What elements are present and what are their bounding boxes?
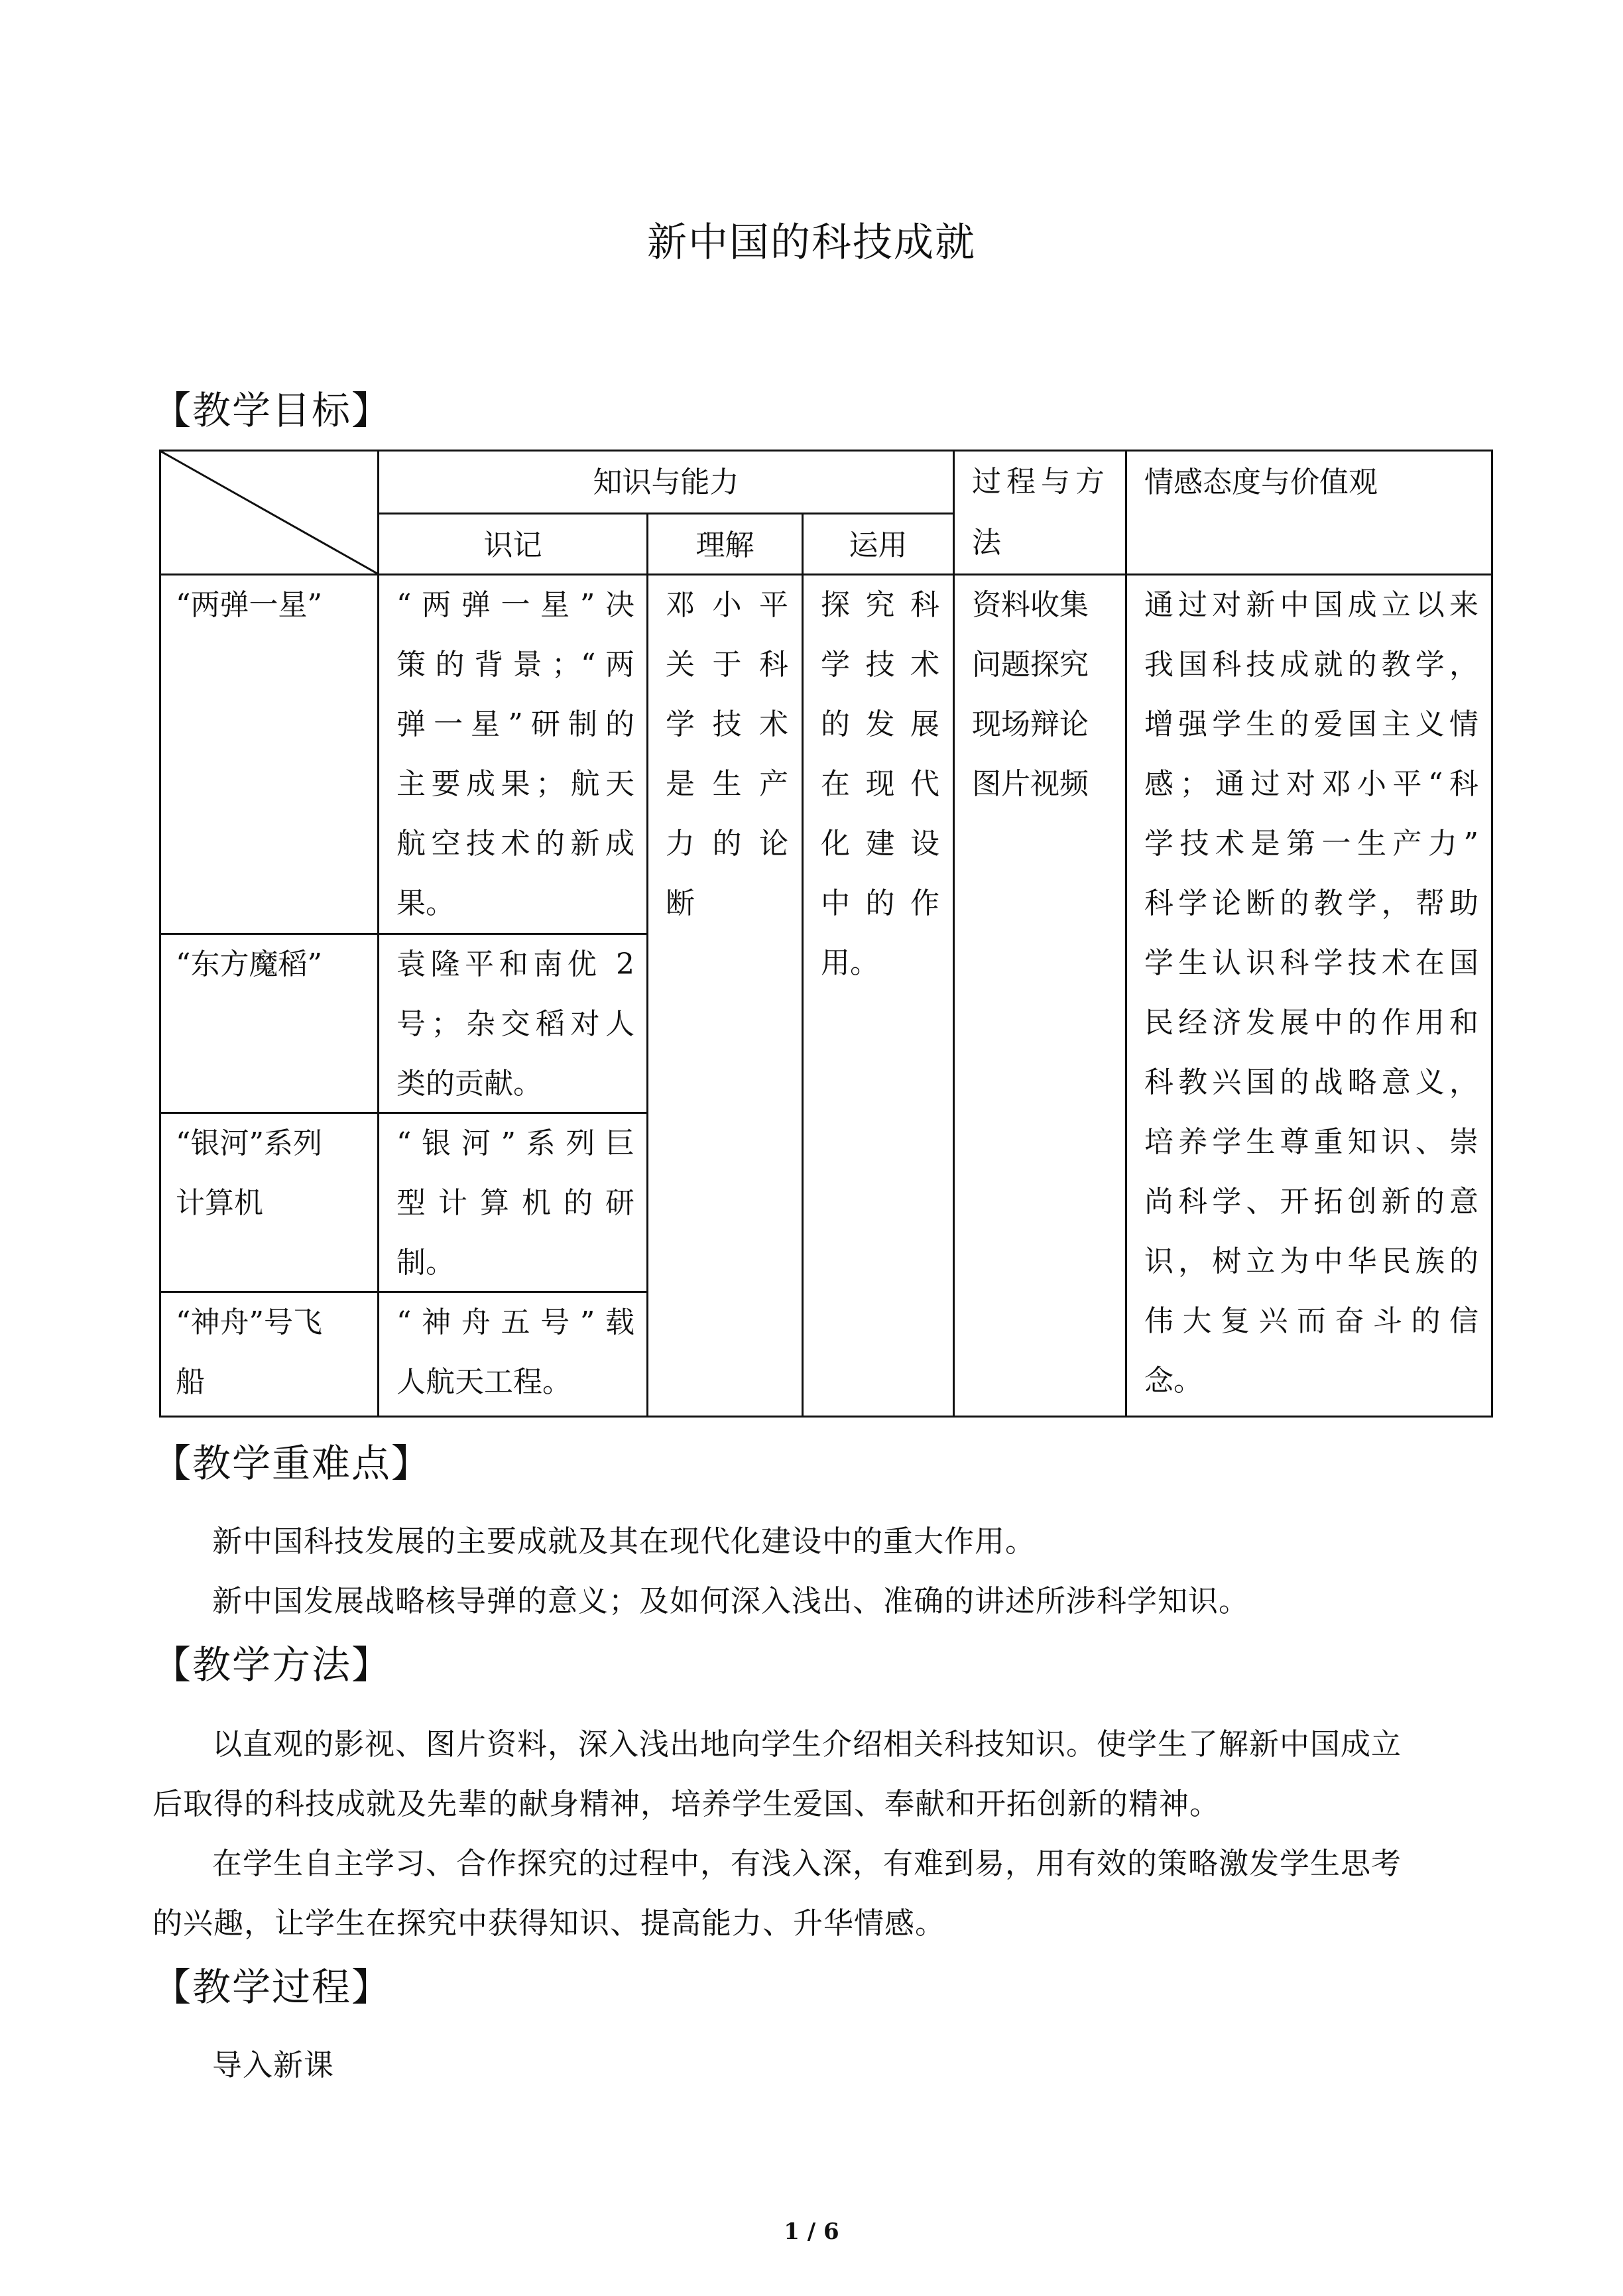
section-heading-methods: 【教学方法】 — [152, 1642, 392, 1687]
memorize-cell — [377, 933, 646, 1112]
section-heading-process: 【教学过程】 — [152, 1964, 392, 2010]
emotion-line: 培养学生尊重知识、崇 — [1144, 1125, 1478, 1159]
emotion-line: 学生认识科学技术在国 — [1144, 946, 1478, 980]
memorize-line: 袁隆平和南优 2 — [396, 947, 634, 981]
emotion-line: 尚科学、开拓创新的意 — [1144, 1185, 1478, 1219]
memorize-line: 人航天工程。 — [396, 1365, 571, 1399]
emotion-cell — [1125, 574, 1493, 1416]
header-memorize: 识记 — [377, 513, 646, 574]
topic-cell — [161, 1112, 377, 1291]
section-heading-objectives: 【教学目标】 — [152, 388, 392, 433]
process-line: 现场辩论 — [972, 707, 1089, 741]
emotion-line: 科教兴国的战略意义， — [1144, 1065, 1478, 1099]
key-point: 新中国科技发展的主要成就及其在现代化建设中的重大作用。 — [212, 1524, 1036, 1559]
topic-line: 计算机 — [176, 1186, 263, 1220]
methods-block — [152, 1715, 1492, 1953]
memorize-line: “神舟五号”载 — [396, 1305, 634, 1339]
memorize-line: “银河”系列巨 — [396, 1126, 634, 1160]
understand-line: 断 — [666, 886, 695, 920]
header-process-line2: 法 — [972, 526, 1001, 560]
emotion-line: 念。 — [1144, 1364, 1203, 1398]
header-understand: 理解 — [646, 513, 802, 574]
topic-line: “神舟”号飞 — [176, 1305, 322, 1339]
apply-line: 的发展 — [821, 707, 939, 741]
apply-line: 在现代 — [821, 767, 939, 801]
header-process-line1: 过程与方 — [972, 465, 1110, 499]
emotion-line: 识，树立为中华民族的 — [1144, 1244, 1478, 1278]
apply-line: 中的作 — [821, 886, 939, 920]
apply-line: 用。 — [821, 946, 879, 980]
understand-line: 力的论 — [666, 827, 788, 861]
process-line: 资料收集 — [972, 588, 1089, 622]
emotion-line: 民经济发展中的作用和 — [1144, 1006, 1478, 1040]
emotion-line: 通过对新中国成立以来 — [1144, 588, 1478, 622]
memorize-line: 型计算机的研 — [396, 1186, 634, 1220]
header-emotion: 情感态度与价值观 — [1125, 452, 1493, 574]
memorize-cell — [377, 1291, 646, 1416]
understand-line: 关于科 — [666, 648, 788, 682]
apply-line: 探究科 — [821, 588, 939, 622]
diagonal-header-cell — [161, 452, 377, 574]
page-number: 1 / 6 — [784, 2218, 839, 2245]
key-points-block — [152, 1512, 1492, 1631]
memorize-line: “两弹一星”决 — [396, 588, 634, 622]
header-knowledge: 知识与能力 — [377, 452, 953, 513]
topic-cell — [161, 933, 377, 1112]
memorize-cell — [377, 574, 646, 933]
method-line: 后取得的科技成就及先辈的献身精神，培养学生爱国、奉献和开拓创新的精神。 — [152, 1786, 1221, 1821]
understand-line: 是生产 — [666, 767, 788, 801]
memorize-line: 航空技术的新成 — [396, 827, 634, 861]
understand-line: 学技术 — [666, 707, 788, 741]
process-line: 问题探究 — [972, 648, 1089, 682]
objectives-table — [159, 450, 1493, 1418]
emotion-line: 科学论断的教学，帮助 — [1144, 886, 1478, 920]
topic-line: “东方魔稻” — [176, 947, 322, 981]
method-line: 在学生自主学习、合作探究的过程中，有浅入深，有难到易，用有效的策略激发学生思考 — [212, 1846, 1402, 1881]
understand-line: 邓小平 — [666, 588, 788, 622]
process-line: 图片视频 — [972, 767, 1089, 801]
memorize-line: 策的背景；“两 — [396, 648, 634, 682]
apply-line: 学技术 — [821, 648, 939, 682]
apply-cell — [802, 574, 953, 1416]
memorize-line: 主要成果；航天 — [396, 767, 634, 801]
apply-line: 化建设 — [821, 827, 939, 861]
header-process — [953, 452, 1125, 574]
memorize-cell — [377, 1112, 646, 1291]
memorize-line: 号；杂交稻对人 — [396, 1007, 634, 1041]
memorize-line: 弹一星”研制的 — [396, 707, 634, 741]
understand-cell — [646, 574, 802, 1416]
memorize-line: 果。 — [396, 886, 455, 920]
emotion-line: 增强学生的爱国主义情 — [1144, 707, 1478, 741]
header-apply: 运用 — [802, 513, 953, 574]
memorize-line: 类的贡献。 — [396, 1067, 542, 1101]
method-line: 的兴趣，让学生在探究中获得知识、提高能力、升华情感。 — [152, 1905, 946, 1941]
emotion-line: 伟大复兴而奋斗的信 — [1144, 1304, 1478, 1338]
memorize-line: 制。 — [396, 1246, 455, 1280]
topic-cell — [161, 1291, 377, 1416]
process-first-step: 导入新课 — [212, 2047, 335, 2083]
emotion-line: 感；通过对邓小平“科 — [1144, 767, 1478, 801]
topic-line: 船 — [176, 1365, 205, 1399]
section-heading-key-points: 【教学重难点】 — [152, 1441, 432, 1486]
emotion-line: 学技术是第一生产力” — [1144, 827, 1478, 861]
process-cell — [953, 574, 1125, 1416]
page-title: 新中国的科技成就 — [647, 219, 976, 266]
topic-line: “两弹一星” — [176, 588, 322, 622]
key-point: 新中国发展战略核导弹的意义；及如何深入浅出、准确的讲述所涉科学知识。 — [212, 1583, 1250, 1618]
topic-line: “银河”系列 — [176, 1126, 322, 1160]
process-intro — [152, 2035, 1492, 2095]
topic-cell — [161, 574, 377, 933]
method-line: 以直观的影视、图片资料，深入浅出地向学生介绍相关科技知识。使学生了解新中国成立 — [212, 1726, 1402, 1762]
emotion-line: 我国科技成就的教学， — [1144, 648, 1478, 682]
